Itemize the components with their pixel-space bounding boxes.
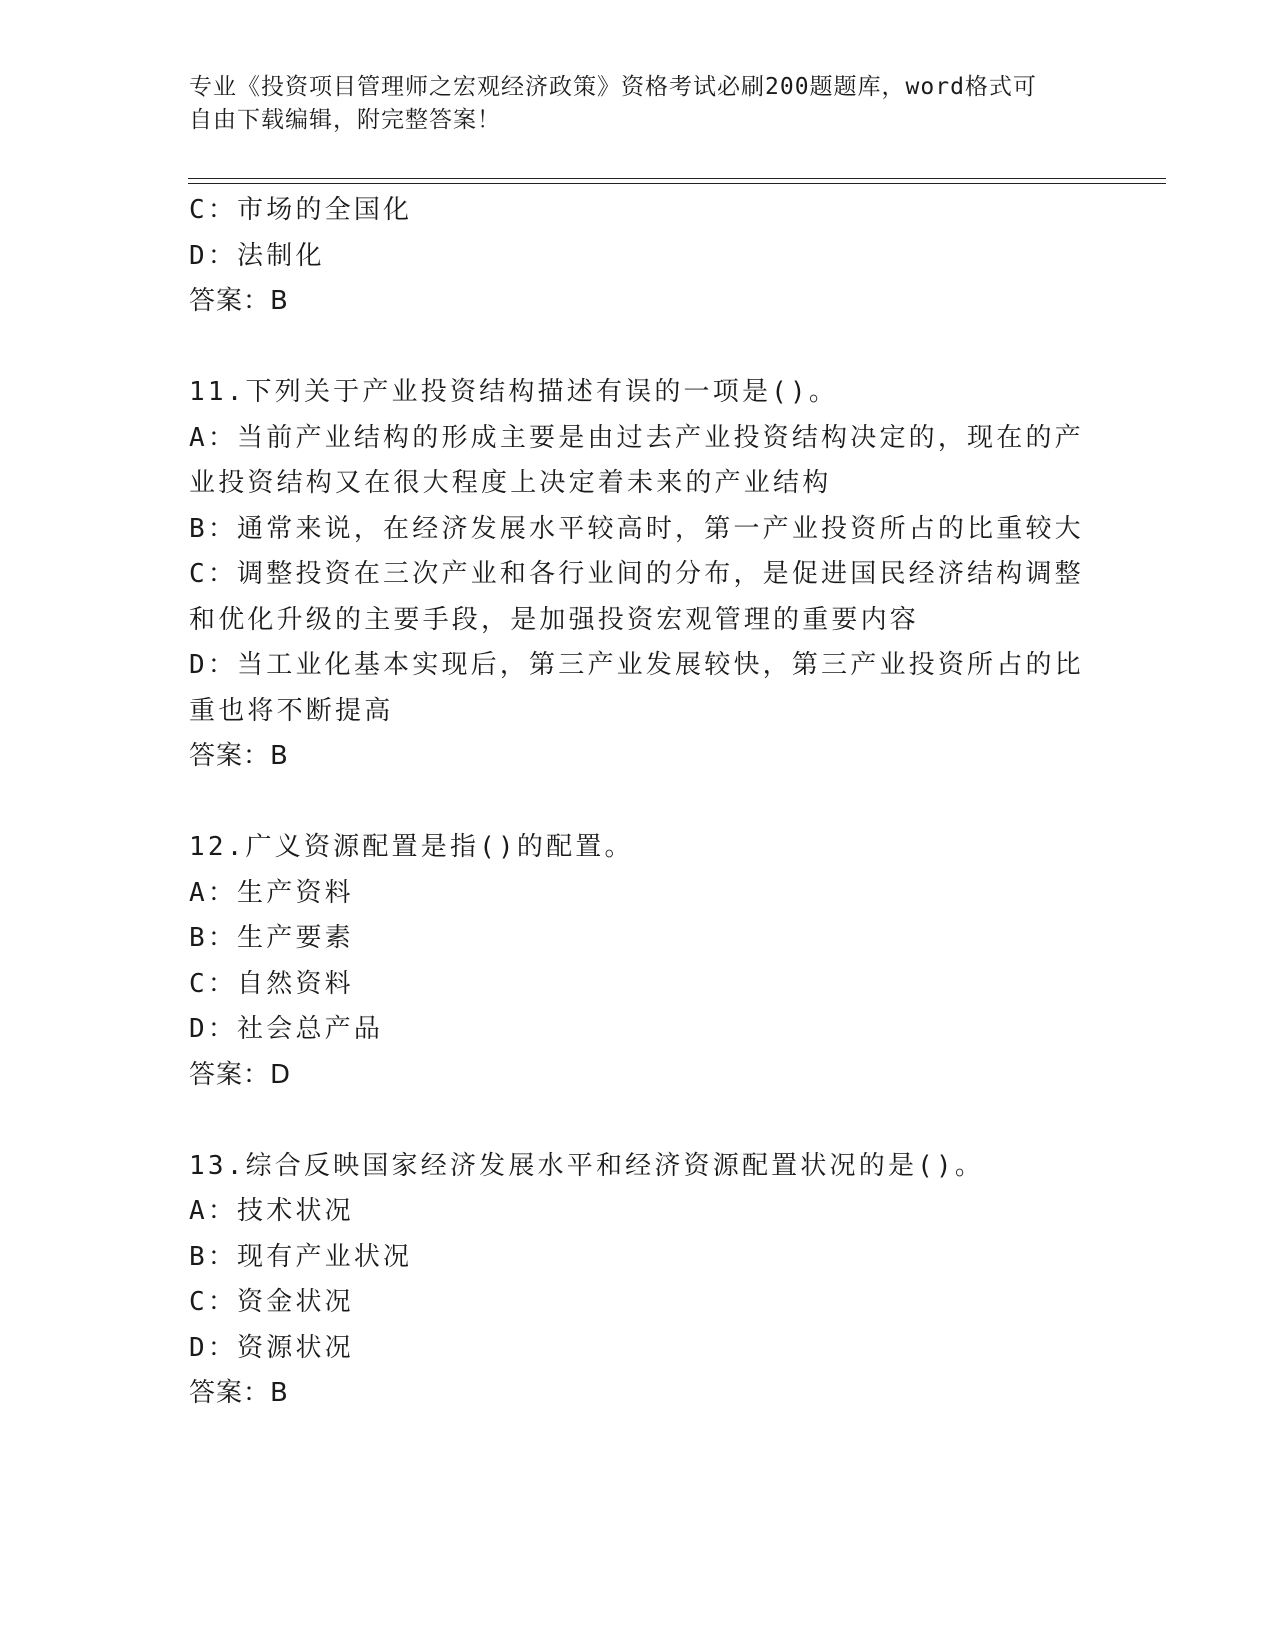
- option-b: B：通常来说，在经济发展水平较高时，第一产业投资所占的比重较大: [189, 513, 1084, 544]
- header-divider-bottom: [188, 183, 1166, 184]
- spacer: [189, 1098, 1089, 1144]
- header-title-line-1: 专业《投资项目管理师之宏观经济政策》资格考试必刷200题题库，word格式可: [189, 74, 1037, 100]
- option-d-line-2: 重也将不断提高: [189, 695, 394, 726]
- spacer: [189, 780, 1089, 826]
- option-c: C：市场的全国化: [189, 195, 413, 225]
- option-c-line-2: 和优化升级的主要手段，是加强投资宏观管理的重要内容: [189, 604, 920, 635]
- option-c: C：资金状况: [189, 1287, 354, 1317]
- option-d: D：资源状况: [189, 1332, 354, 1363]
- option-a-line-2: 业投资结构又在很大程度上决定着未来的产业结构: [189, 468, 832, 498]
- option-a-line-1: A：当前产业结构的形成主要是由过去产业投资结构决定的，现在的产: [189, 422, 1084, 453]
- document-body: [189, 188, 1089, 1417]
- option-c: C：自然资料: [189, 968, 354, 999]
- document-header: [189, 71, 1069, 137]
- option-d-line-1: D：当工业化基本实现后，第三产业发展较快，第三产业投资所占的比: [189, 650, 1084, 680]
- answer: 答案：B: [189, 286, 289, 316]
- option-a: A：生产资料: [189, 877, 354, 908]
- header-title-line-2: 自由下载编辑，附完整答案！: [189, 107, 501, 133]
- carryover-question: [189, 188, 1089, 325]
- header-divider-top: [188, 178, 1166, 179]
- question-12: [189, 825, 1089, 1098]
- option-d: D：法制化: [189, 240, 325, 271]
- option-a: A：技术状况: [189, 1196, 354, 1226]
- question-stem: 12.广义资源配置是指()的配置。: [189, 832, 634, 862]
- option-d: D：社会总产品: [189, 1014, 384, 1044]
- question-13: [189, 1144, 1089, 1417]
- answer: 答案：D: [189, 1059, 292, 1090]
- spacer: [189, 325, 1089, 371]
- option-b: B：现有产业状况: [189, 1241, 413, 1272]
- question-11: [189, 370, 1089, 780]
- question-stem: 13.综合反映国家经济发展水平和经济资源配置状况的是()。: [189, 1150, 985, 1181]
- option-c-line-1: C：调整投资在三次产业和各行业间的分布，是促进国民经济结构调整: [189, 559, 1084, 589]
- option-b: B：生产要素: [189, 923, 354, 953]
- answer: 答案：B: [189, 1378, 289, 1408]
- answer: 答案：B: [189, 741, 289, 771]
- question-stem: 11.下列关于产业投资结构描述有误的一项是()。: [189, 377, 839, 407]
